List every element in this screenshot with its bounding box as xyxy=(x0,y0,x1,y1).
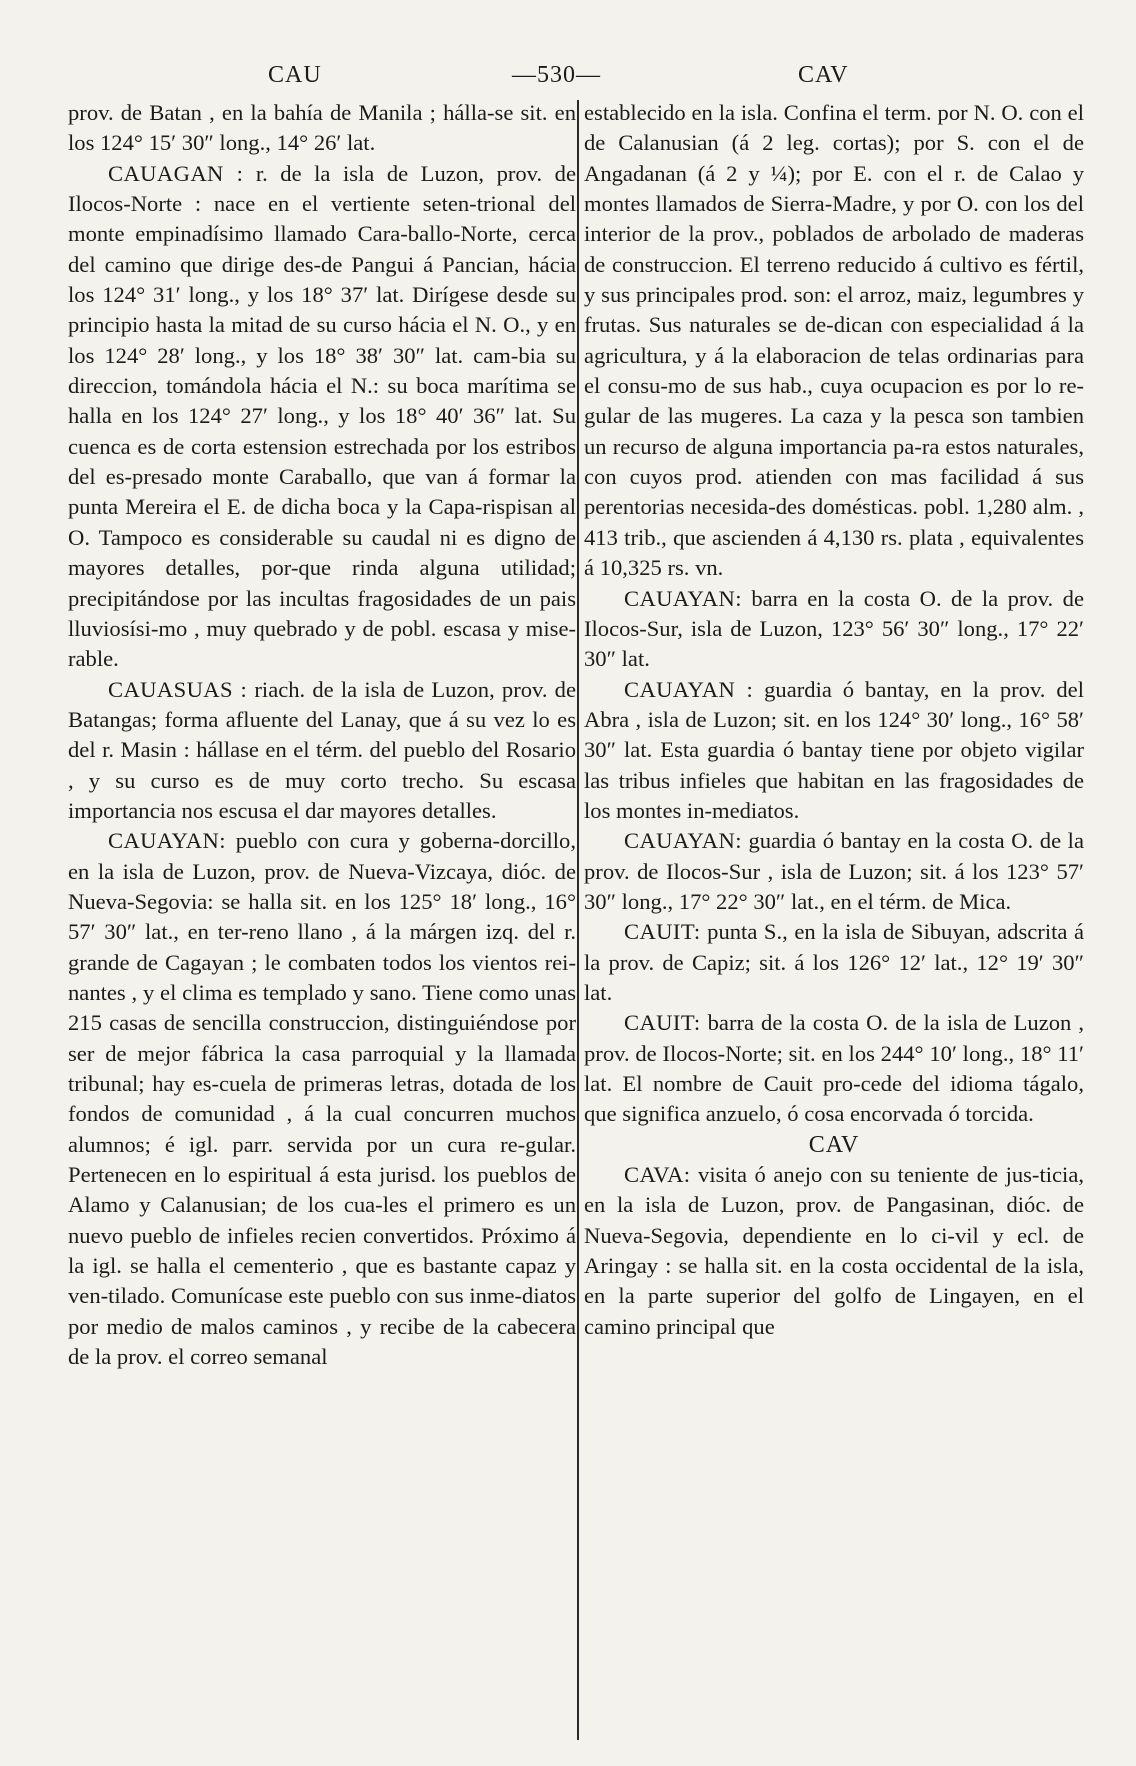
paragraph xyxy=(68,98,576,159)
dictionary-entry xyxy=(68,675,576,827)
header-right-guide-word: CAV xyxy=(798,62,849,88)
entry-headword: CAUAYAN : xyxy=(624,676,754,702)
entry-text: barra en la costa O. de la prov. de Ilocos-Sur, isla de Luzon, 123° 56′ 30″ long., 17° 22′ 30″ lat. xyxy=(584,585,1084,672)
section-heading: CAV xyxy=(808,1131,860,1158)
entry-text: barra de la costa O. de la isla de Luzon , prov. de Ilocos-Norte; sit. en los 244° 10′ long., 18° 11′ lat. El nombre de Cauit pro-cede del idioma tágalo, que significa anzuelo, ó cosa encorvada ó torcida. xyxy=(584,1010,1084,1127)
entry-headword: CAUAYAN: xyxy=(108,828,226,854)
entry-headword: CAUAYAN: xyxy=(624,585,742,611)
entry-text: riach. de la isla de Luzon, prov. de Batangas; forma afluente del Lanay, que á su vez lo es del r. Masin : hállase en el térm. del pueblo del Rosario , y su curso es de muy corto trecho. Su escasa importancia nos escusa el dar mayores detalles. xyxy=(68,676,576,823)
entry-text: pueblo con cura y goberna-dorcillo, en la isla de Luzon, prov. de Nueva-Vizcaya, dióc. de Nueva-Segovia: se halla sit. en los 125° 18′ long., 16° 57′ 30″ lat., en ter-reno llano , á la márgen izq. del r. grande de Cagayan ; le combaten todos los vientos rei-nantes , y el clima es templado y sano. Tiene como unas 215 casas de sencilla construccion, distinguiéndose por ser de mejor fábrica la casa parroquial y la llamada tribunal; hay es-cuela de primeras letras, dotada de los fondos de comunidad , á la cual concurren muchos alumnos; é igl. parr. servida por un cura re-gular. Pertenecen en lo espiritual á esta jurisd. los pueblos de Alamo y Calanusian; de los cua-les el primero es un nuevo pueblo de infieles recien convertidos. Próximo á la igl. se halla el cementerio , que es bastante capaz y ven-tilado. Comunícase este pueblo con sus inme-diatos por medio de malos caminos , y recibe de la cabecera de la prov. el correo semanal xyxy=(68,828,576,1370)
dictionary-entry xyxy=(584,1160,1084,1342)
dictionary-entry xyxy=(584,675,1084,827)
left-column xyxy=(68,98,576,1372)
entry-text: punta S., en la isla de Sibuyan, adscrita á la prov. de Capiz; sit. á los 126° 12′ lat., 12° 19′ 30″ lat. xyxy=(584,919,1084,1005)
entry-text: r. de la isla de Luzon, prov. de Ilocos-Norte : nace en el vertiente seten-trional del monte empinadísimo llamado Cara-ballo-Norte, cerca del camino que dirige des-de Pangui á Pancian, hácia los 124° 31′ long., y los 18° 37′ lat. Dirígese desde su principio hasta la mitad de su curso hácia el N. O., y en los 124° 28′ long., y los 18° 38′ 30″ lat. cam-bia su direccion, tomándola hácia el N.: su boca marítima se halla en los 124° 27′ long., y los 18° 40′ 36″ lat. Su cuenca es de corta estension estrechada por los estribos del es-presado monte Caraballo, que van á formar la punta Mereira el E. de dicha boca y la Capa-rispisan al O. Tampoco es considerable su caudal ni es digno de mayores detalles, por-que rinda alguna utilidad; precipitándose por las incultas fragosidades de un pais lluviosísi-mo , muy quebrado y de pobl. escasa y mise-rable. xyxy=(68,160,576,672)
entry-text: guardia ó bantay, en la prov. del Abra , isla de Luzon; sit. en los 124° 30′ long., 16° 58′ 30″ lat. Esta guardia ó bantay tiene por objeto vigilar las tribus infieles que habitan en las fragosidades de los montes in-mediatos. xyxy=(584,676,1084,823)
entry-headword: CAUAYAN: xyxy=(624,828,742,854)
dictionary-entry xyxy=(584,917,1084,1008)
dictionary-entry xyxy=(68,826,576,1372)
entry-headword: CAUIT: xyxy=(624,1010,701,1036)
dictionary-entry xyxy=(584,826,1084,917)
entry-text: visita ó anejo con su teniente de jus-ticia, en la isla de Luzon, prov. de Pangasinan, dióc. de Nueva-Segovia, dependiente en lo ci-vil y ecl. de Aringay : se halla sit. en la costa occidental de la isla, en la parte superior del golfo de Lingayen, en el camino principal que xyxy=(584,1162,1084,1339)
paragraph xyxy=(584,98,1084,584)
right-column xyxy=(584,98,1084,1342)
column-divider xyxy=(577,100,579,1740)
paragraph-text: prov. de Batan , en la bahía de Manila ; hálla-se sit. en los 124° 15′ 30″ long., 14° 26′ lat. xyxy=(68,100,576,156)
header-left-guide-word: CAU xyxy=(268,62,322,88)
entry-text: guardia ó bantay en la costa O. de la prov. de Ilocos-Sur , isla de Luzon; sit. á los 123° 57′ 30″ long., 17° 22° 30″ lat., en el térm. de Mica. xyxy=(584,828,1084,914)
dictionary-entry xyxy=(68,159,576,675)
entry-headword: CAUAGAN : xyxy=(108,160,244,186)
entry-headword: CAUIT: xyxy=(624,919,701,945)
entry-headword: CAUASUAS : xyxy=(108,676,248,702)
dictionary-entry xyxy=(584,1008,1084,1129)
paragraph-text: establecido en la isla. Confina el term. por N. O. con el de Calanusian (á 2 leg. cortas); por S. con el de Angadanan (á 2 y ¼); por E. con el r. de Calao y montes llamados de Sierra-Madre, y por O. con los del interior de la prov., poblados de arbolado de maderas de construccion. El terreno reducido á cultivo es fértil, y sus principales prod. son: el arroz, maiz, legumbres y frutas. Sus naturales se de-dican con especialidad á la agricultura, y á la elaboracion de telas ordinarias para el consu-mo de sus hab., cuya ocupacion es por lo re-gular de las mugeres. La caza y la pesca son tambien un recurso de alguna importancia pa-ra estos naturales, con cuyos prod. atienden con mas facilidad á sus perentorias necesida-des domésticas. pobl. 1,280 alm. , 413 trib., que ascienden á 4,130 rs. plata , equivalentes á 10,325 rs. vn. xyxy=(584,100,1084,581)
entry-headword: CAVA: xyxy=(624,1162,691,1188)
dictionary-entry xyxy=(584,584,1084,675)
page-number: —530— xyxy=(512,62,601,88)
